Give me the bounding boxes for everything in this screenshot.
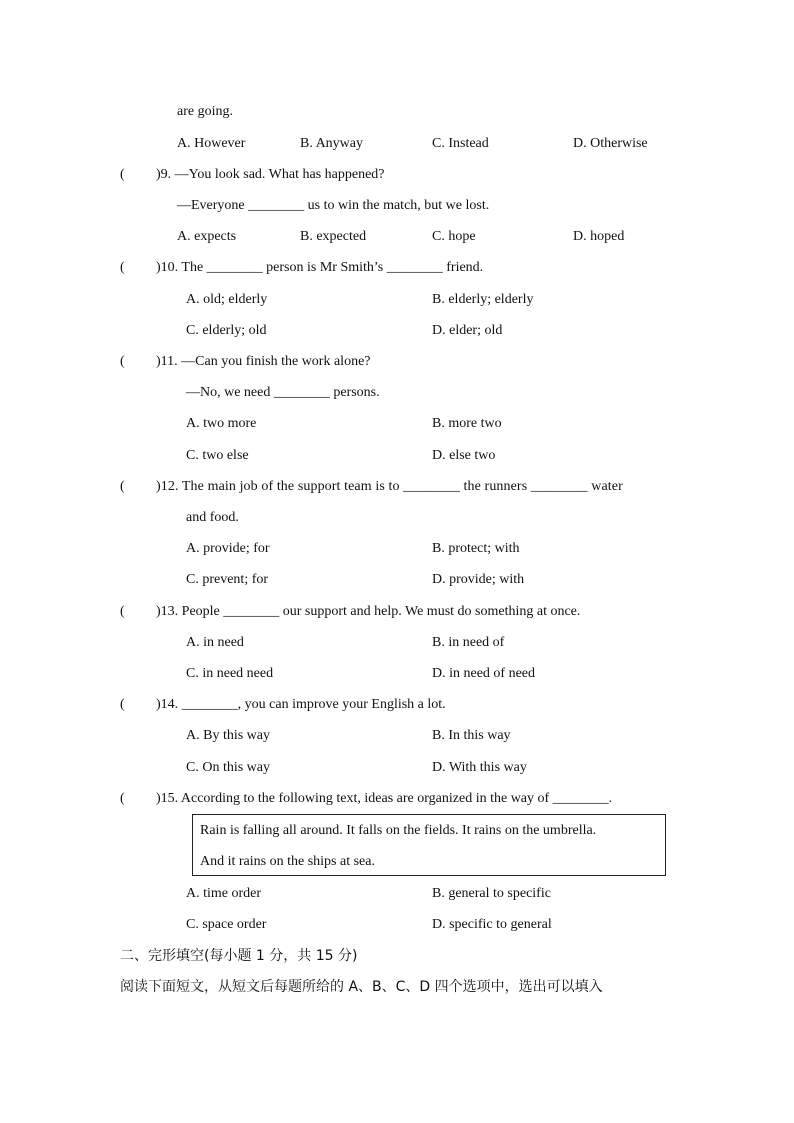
option-b: B. in need of: [432, 635, 505, 650]
option-c: C. prevent; for: [186, 572, 269, 587]
answer-paren: (: [120, 479, 125, 494]
option-c: C. in need need: [186, 666, 274, 681]
answer-paren: (: [120, 604, 125, 619]
option-b: B. more two: [432, 416, 502, 431]
option-a: A. two more: [186, 416, 257, 431]
option-d: D. hoped: [573, 229, 625, 244]
answer-paren: (: [120, 167, 125, 182]
option-c: C. elderly; old: [186, 323, 267, 338]
question-stem: )14. ________, you can improve your English a lot.: [156, 697, 446, 712]
q8-option-b: B. Anyway: [300, 136, 363, 151]
q8-option-c: C. Instead: [432, 136, 489, 151]
option-b: B. general to specific: [432, 886, 551, 901]
question-stem: )12. The main job of the support team is to ________ the runners ________ water: [156, 479, 623, 494]
q8-option-a: A. However: [177, 136, 246, 151]
option-a: A. provide; for: [186, 541, 270, 556]
section-instruction: 阅读下面短文，从短文后每题所给的 A、B、C、D 四个选项中，选出可以填入: [120, 979, 603, 995]
option-d: D. With this way: [432, 760, 527, 775]
answer-paren: (: [120, 354, 125, 369]
option-a: A. By this way: [186, 728, 270, 743]
option-a: A. old; elderly: [186, 292, 268, 307]
option-b: B. In this way: [432, 728, 511, 743]
question-dialogue: —Everyone ________ us to win the match, but we lost.: [177, 198, 490, 213]
option-c: C. On this way: [186, 760, 270, 775]
option-b: B. elderly; elderly: [432, 292, 534, 307]
answer-paren: (: [120, 697, 125, 712]
option-b: B. expected: [300, 229, 367, 244]
answer-paren: (: [120, 260, 125, 275]
q8-option-d: D. Otherwise: [573, 136, 648, 151]
section-heading: 二、完形填空(每小题 1 分，共 15 分): [120, 948, 358, 964]
option-a: A. expects: [177, 229, 237, 244]
option-d: D. specific to general: [432, 917, 552, 932]
option-c: C. space order: [186, 917, 267, 932]
option-b: B. protect; with: [432, 541, 520, 556]
passage-line: And it rains on the ships at sea.: [200, 854, 375, 869]
question-stem-continuation: and food.: [186, 510, 239, 525]
question-dialogue: —No, we need ________ persons.: [186, 385, 380, 400]
option-d: D. elder; old: [432, 323, 503, 338]
question-stem: )15. According to the following text, ideas are organized in the way of ________.: [156, 791, 613, 806]
question-stem: )10. The ________ person is Mr Smith’s ________ friend.: [156, 260, 484, 275]
question-stem: )13. People ________ our support and help. We must do something at once.: [156, 604, 581, 619]
option-c: C. two else: [186, 448, 249, 463]
option-d: D. else two: [432, 448, 496, 463]
question-stem: )9. —You look sad. What has happened?: [156, 167, 385, 182]
text-passage-box: [192, 814, 666, 876]
q8-continuation: are going.: [177, 104, 233, 119]
question-stem: )11. —Can you finish the work alone?: [156, 354, 371, 369]
answer-paren: (: [120, 791, 125, 806]
option-d: D. in need of need: [432, 666, 536, 681]
passage-line: Rain is falling all around. It falls on the fields. It rains on the umbrella.: [200, 823, 597, 838]
option-a: A. in need: [186, 635, 244, 650]
option-a: A. time order: [186, 886, 262, 901]
option-d: D. provide; with: [432, 572, 525, 587]
option-c: C. hope: [432, 229, 476, 244]
